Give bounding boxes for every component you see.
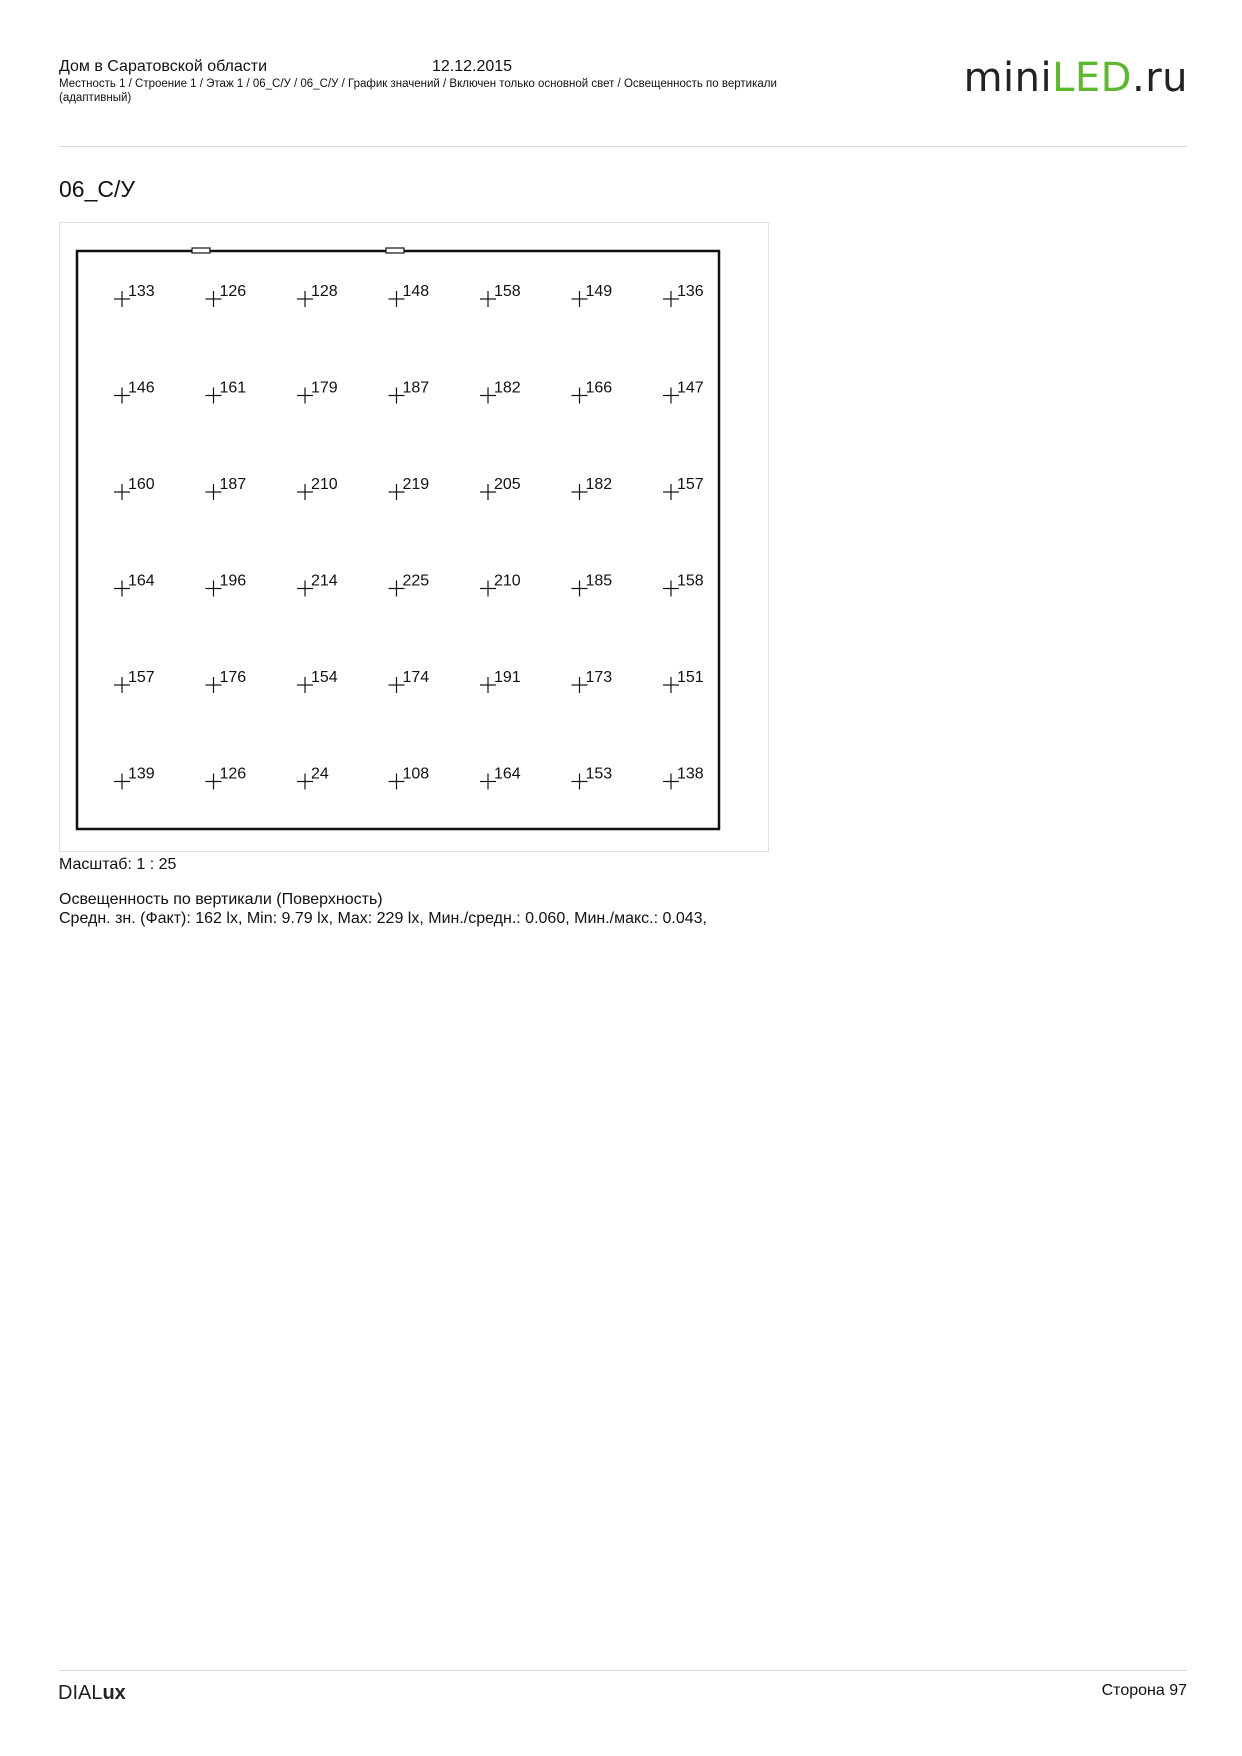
point-value: 166 <box>585 379 613 397</box>
point-value: 185 <box>585 572 613 590</box>
measurement-point <box>480 476 521 500</box>
dialux-brand-bold: ux <box>102 1682 126 1704</box>
measurement-point <box>297 476 338 500</box>
miniled-logo <box>964 54 1188 102</box>
measurement-point <box>663 669 704 693</box>
dialux-brand-light: DIAL <box>58 1682 103 1704</box>
room-outline <box>77 251 719 829</box>
point-value: 151 <box>677 669 704 686</box>
point-value: 24 <box>311 765 329 783</box>
point-value: 126 <box>219 765 247 783</box>
header-divider <box>59 146 1187 147</box>
room-title: 06_С/У <box>59 176 135 202</box>
measurement-point <box>114 669 155 693</box>
measurement-point <box>206 766 247 790</box>
point-value: 182 <box>585 476 613 493</box>
point-value: 153 <box>585 765 613 783</box>
measurement-point <box>114 766 155 790</box>
measurement-point <box>663 380 704 404</box>
logo-suffix: .ru <box>1131 55 1188 101</box>
measurement-point <box>480 573 521 597</box>
report-date: 12.12.2015 <box>432 58 513 75</box>
point-value: 147 <box>677 379 704 397</box>
measurement-point <box>572 669 613 693</box>
measurement-point <box>114 380 155 404</box>
measurement-point <box>480 380 521 404</box>
measurement-point <box>572 766 613 790</box>
point-value: 176 <box>219 669 247 686</box>
point-value: 214 <box>311 572 338 590</box>
logo-accent: LED <box>1052 55 1132 101</box>
measurement-point <box>572 573 613 597</box>
measurement-point <box>206 380 247 404</box>
point-value: 108 <box>402 765 430 783</box>
measurement-point <box>297 380 338 404</box>
point-value: 158 <box>677 572 704 590</box>
point-value: 148 <box>402 283 430 300</box>
point-value: 210 <box>311 476 338 493</box>
point-value: 225 <box>402 572 430 590</box>
measurement-point <box>389 669 430 693</box>
point-value: 149 <box>585 283 613 300</box>
scale-label: Масштаб: 1 : 25 <box>59 856 177 873</box>
point-value: 164 <box>494 765 521 783</box>
point-value: 174 <box>402 669 430 686</box>
breadcrumb: Местность 1 / Строение 1 / Этаж 1 / 06_С/У / 06_С/У / График значений / Включен только основной свет / Освещенность по вертикали (адаптивный) <box>59 78 777 104</box>
footer-divider <box>59 1670 1187 1671</box>
measurement-point <box>663 476 704 500</box>
measurement-point <box>206 669 247 693</box>
point-value: 146 <box>128 379 155 397</box>
point-value: 187 <box>402 379 430 397</box>
luminaire-marker <box>386 248 404 253</box>
luminaire-marker <box>192 248 210 253</box>
measurement-point <box>206 573 247 597</box>
measurement-point <box>297 283 338 307</box>
point-value: 173 <box>585 669 613 686</box>
results-title: Освещенность по вертикали (Поверхность) <box>59 891 383 908</box>
measurement-point <box>114 476 155 500</box>
point-value: 161 <box>219 379 247 397</box>
project-name: Дом в Саратовской области <box>59 58 268 75</box>
measurement-point <box>206 476 247 500</box>
point-value: 157 <box>128 669 155 686</box>
measurement-point <box>389 476 430 500</box>
point-value: 160 <box>128 476 155 493</box>
logo-prefix: mini <box>963 55 1053 101</box>
page-number: Сторона 97 <box>1101 1682 1187 1699</box>
point-value: 182 <box>494 379 521 397</box>
point-value: 139 <box>128 765 155 783</box>
point-value: 191 <box>494 669 521 686</box>
measurement-point <box>114 573 155 597</box>
point-value: 196 <box>219 572 247 590</box>
point-value: 158 <box>494 283 521 300</box>
point-value: 133 <box>128 283 155 300</box>
measurement-point <box>480 283 521 307</box>
measurement-point <box>389 380 430 404</box>
point-value: 164 <box>128 572 155 590</box>
measurement-point <box>572 283 613 307</box>
point-value: 128 <box>311 283 338 300</box>
dialux-logo <box>58 1681 126 1705</box>
illuminance-plan <box>59 222 769 852</box>
measurement-point <box>572 380 613 404</box>
point-value: 157 <box>677 476 704 493</box>
measurement-point <box>297 766 329 790</box>
measurement-point <box>389 573 430 597</box>
point-value: 138 <box>677 765 704 783</box>
measurement-point <box>663 573 704 597</box>
measurement-point <box>297 573 338 597</box>
point-value: 210 <box>494 572 521 590</box>
point-value: 126 <box>219 283 247 300</box>
point-value: 187 <box>219 476 247 493</box>
point-value: 205 <box>494 476 521 493</box>
measurement-point <box>480 766 521 790</box>
point-value: 154 <box>311 669 338 686</box>
measurement-point <box>572 476 613 500</box>
measurement-point <box>389 766 430 790</box>
point-value: 136 <box>677 283 704 300</box>
point-value: 179 <box>311 379 338 397</box>
results-summary: Средн. зн. (Факт): 162 lx, Min: 9.79 lx, Max: 229 lx, Мин./средн.: 0.060, Мин./макс.: 0.043, <box>59 910 707 927</box>
measurement-point <box>206 283 247 307</box>
point-value: 219 <box>402 476 430 493</box>
measurement-grid <box>114 283 704 790</box>
measurement-point <box>663 283 704 307</box>
measurement-point <box>297 669 338 693</box>
measurement-point <box>663 766 704 790</box>
measurement-point <box>389 283 430 307</box>
measurement-point <box>114 283 155 307</box>
measurement-point <box>480 669 521 693</box>
